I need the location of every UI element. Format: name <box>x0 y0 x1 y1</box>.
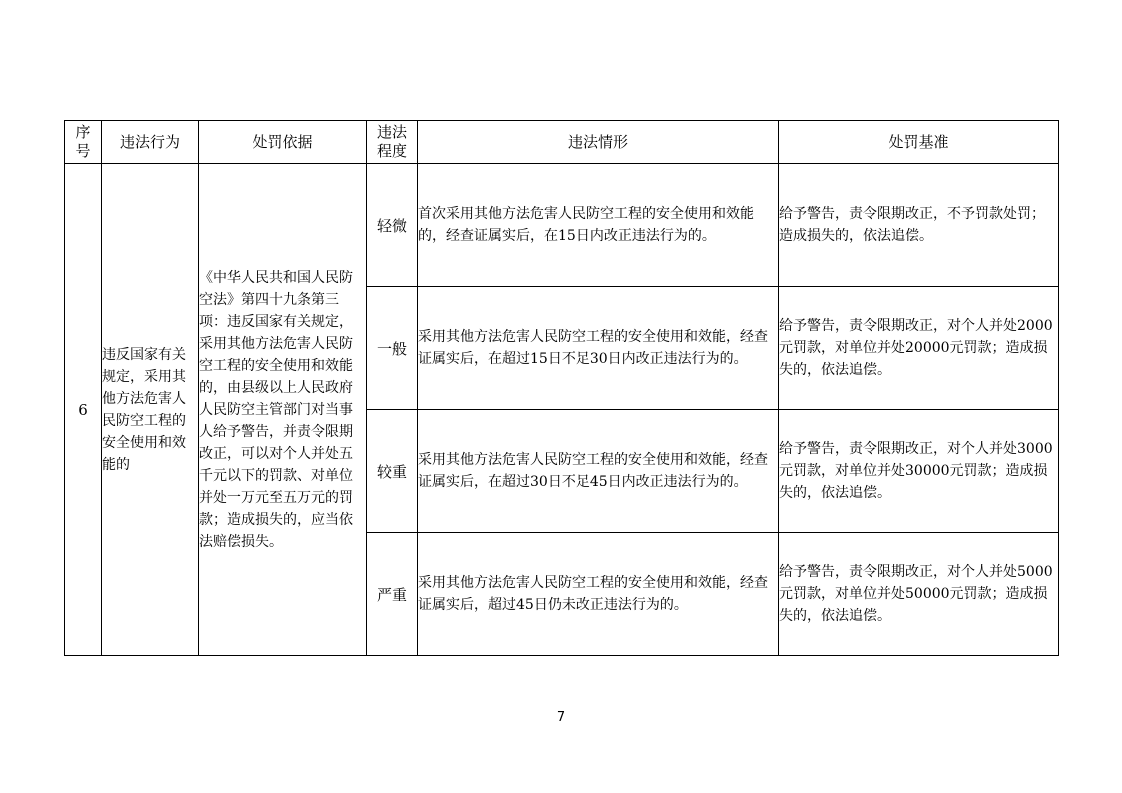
header-seq <box>65 121 102 164</box>
table-row <box>65 164 1059 287</box>
page-number: 7 <box>556 710 566 725</box>
header-situation: 违法情形 <box>418 121 779 164</box>
header-seq-label: 序号 <box>75 123 91 160</box>
table-header-row <box>65 121 1059 164</box>
standard-cell-severe: 给予警告，责令限期改正，对个人并处5000元罚款，对单位并处50000元罚款；造成损失的，依法追偿。 <box>779 533 1059 656</box>
penalty-standard-table <box>64 120 1059 656</box>
degree-cell-general: 一般 <box>367 287 418 410</box>
penalty-basis-cell: 《中华人民共和国人民防空法》第四十九条第三项：违反国家有关规定，采用其他方法危害人民防空工程的安全使用和效能的，由县级以上人民政府人民防空主管部门对当事人给予警告，并责令限期改正，可以对个人并处五千元以下的罚款、对单位并处一万元至五万元的罚款；造成损失的，应当依法赔偿损失。 <box>199 164 367 656</box>
header-degree <box>367 121 418 164</box>
header-behavior: 违法行为 <box>102 121 199 164</box>
standard-cell-general: 给予警告，责令限期改正，对个人并处2000元罚款，对单位并处20000元罚款；造成损失的，依法追偿。 <box>779 287 1059 410</box>
row-seq-cell: 6 <box>65 164 102 656</box>
situation-cell-minor: 首次采用其他方法危害人民防空工程的安全使用和效能的，经查证属实后，在15日内改正违法行为的。 <box>418 164 779 287</box>
situation-cell-general: 采用其他方法危害人民防空工程的安全使用和效能，经查证属实后，在超过15日不足30日内改正违法行为的。 <box>418 287 779 410</box>
situation-cell-severe: 采用其他方法危害人民防空工程的安全使用和效能，经查证属实后，超过45日仍未改正违法行为的。 <box>418 533 779 656</box>
header-basis: 处罚依据 <box>199 121 367 164</box>
situation-cell-serious: 采用其他方法危害人民防空工程的安全使用和效能，经查证属实后，在超过30日不足45日内改正违法行为的。 <box>418 410 779 533</box>
header-degree-label: 违法程度 <box>376 123 407 160</box>
degree-cell-severe: 严重 <box>367 533 418 656</box>
violation-behavior-cell: 违反国家有关规定，采用其他方法危害人民防空工程的安全使用和效能的 <box>102 164 199 656</box>
standard-cell-serious: 给予警告，责令限期改正，对个人并处3000元罚款，对单位并处30000元罚款；造成损失的，依法追偿。 <box>779 410 1059 533</box>
standard-cell-minor: 给予警告，责令限期改正，不予罚款处罚；造成损失的，依法追偿。 <box>779 164 1059 287</box>
degree-cell-serious: 较重 <box>367 410 418 533</box>
header-standard: 处罚基准 <box>779 121 1059 164</box>
degree-cell-minor: 轻微 <box>367 164 418 287</box>
